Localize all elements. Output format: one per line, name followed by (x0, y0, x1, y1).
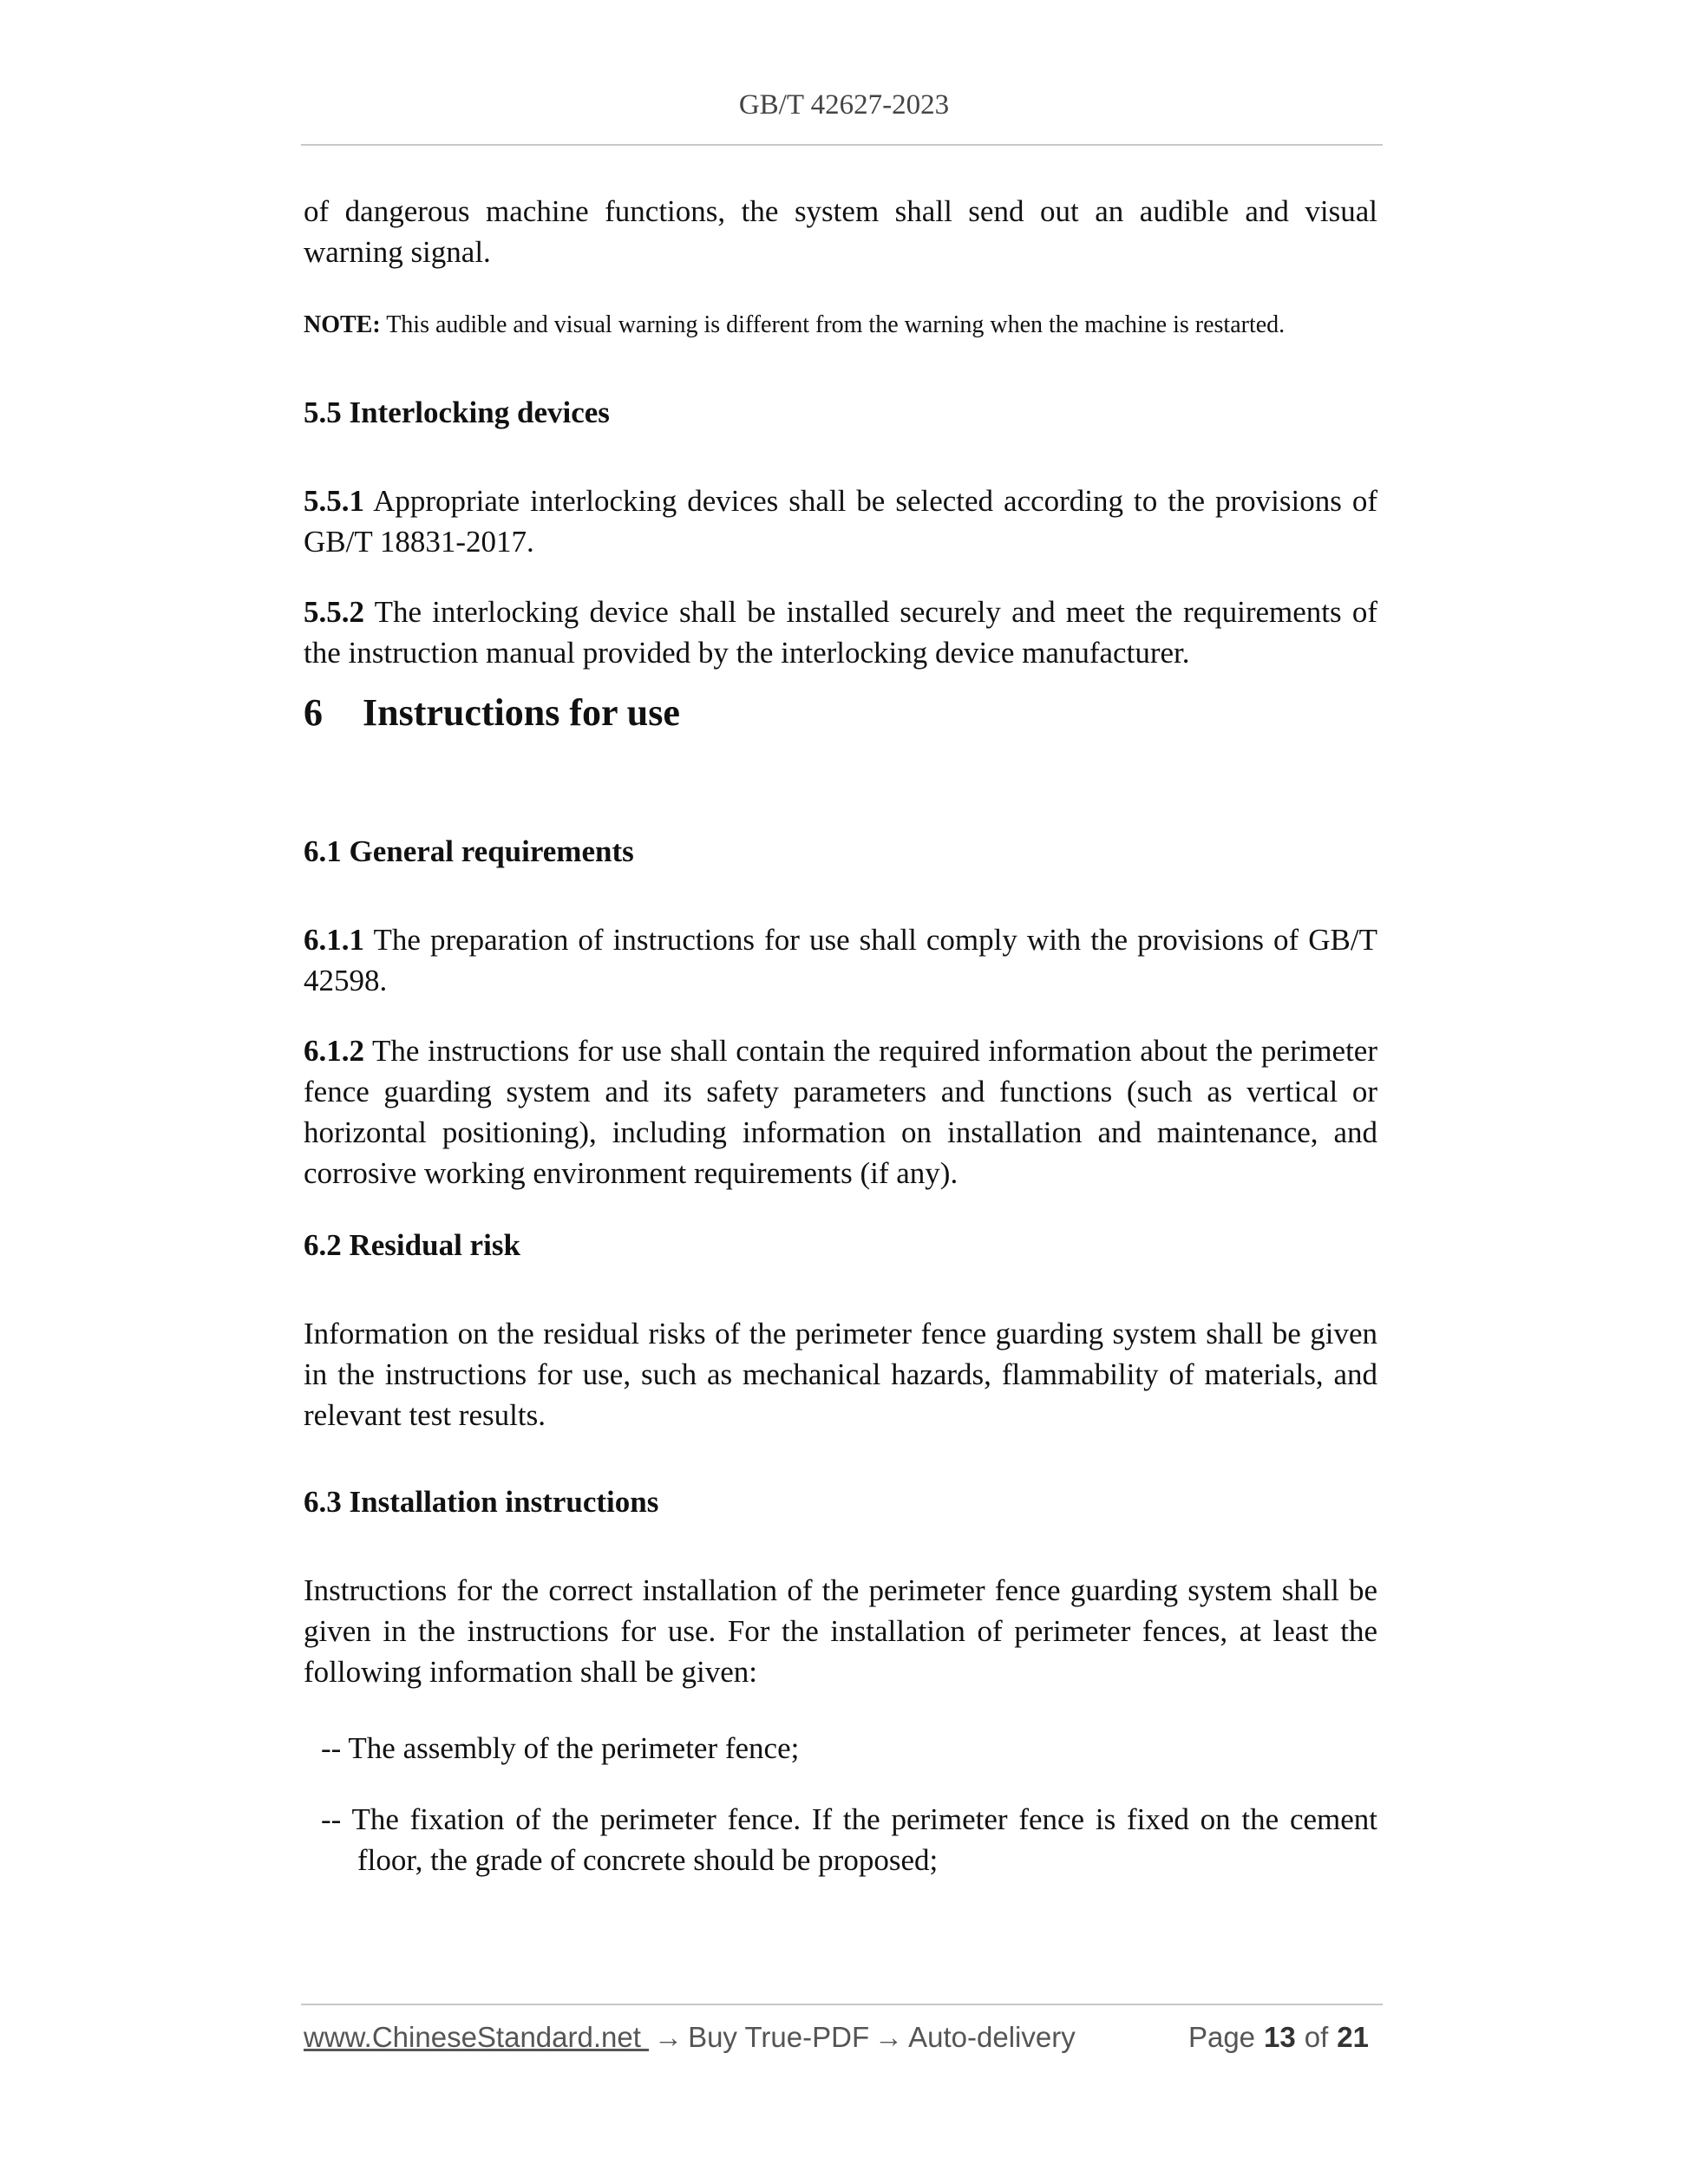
chapter-number: 6 (304, 691, 323, 734)
chapter-6-heading (304, 689, 1377, 737)
buy-true-pdf-text: Buy True-PDF (688, 2021, 870, 2053)
footer-divider (301, 2004, 1383, 2005)
chapter-title: Instructions for use (363, 691, 680, 734)
clause-number: 5.5.2 (304, 595, 364, 629)
clause-number: 6.1.1 (304, 923, 364, 957)
section-6-1-heading: 6.1 General requirements (304, 834, 634, 868)
list-item: -- The fixation of the perimeter fence. If the perimeter fence is fixed on the cement floor, the grade of concrete should be proposed; (321, 1802, 1377, 1877)
installation-paragraph: Instructions for the correct installation of the perimeter fence guarding system shall be given in the instructions for use. For the installation of perimeter fences, at least the following information shall be given: (304, 1573, 1377, 1689)
total-page-count: 21 (1337, 2021, 1369, 2053)
clause-text: Appropriate interlocking devices shall be selected according to the provisions of GB/T 18831-2017. (304, 484, 1377, 559)
note-text: This audible and visual warning is different from the warning when the machine is restarted. (386, 311, 1286, 338)
arrow-right-icon: → (874, 2021, 904, 2053)
section-6-3-heading: 6.3 Installation instructions (304, 1485, 659, 1519)
current-page-number: 13 (1264, 2021, 1296, 2053)
note-label: NOTE: (304, 311, 381, 338)
website-link[interactable]: www.ChineseStandard.net (304, 2021, 650, 2053)
header-divider (301, 144, 1383, 146)
note-paragraph (304, 308, 1377, 343)
clause-6-1-1 (304, 919, 1377, 1001)
residual-risk-paragraph: Information on the residual risks of the perimeter fence guarding system shall be given in the instructions for use, such as mechanical hazards, flammability of materials, and relevant test results. (304, 1317, 1377, 1432)
clause-text: The instructions for use shall contain the required information about the perimeter fence guarding system and its safety parameters and functions (such as vertical or horizontal positioning), including information on installation and maintenance, and corrosive working environment requirements (if any). (304, 1034, 1377, 1190)
page-footer (304, 2021, 1377, 2064)
section-6-2-heading: 6.2 Residual risk (304, 1228, 520, 1262)
list-item: -- The assembly of the perimeter fence; (321, 1731, 800, 1765)
page-of-word: of (1304, 2021, 1329, 2053)
document-code-header: GB/T 42627-2023 (738, 89, 950, 121)
clause-5-5-1 (304, 481, 1377, 562)
clause-number: 5.5.1 (304, 484, 364, 518)
arrow-right-icon: → (654, 2021, 684, 2053)
clause-text: The preparation of instructions for use shall comply with the provisions of GB/T 42598. (304, 923, 1377, 997)
page-indicator (1188, 2021, 1377, 2054)
clause-number: 6.1.2 (304, 1034, 364, 1068)
clause-5-5-2 (304, 592, 1377, 673)
section-5-5-heading: 5.5 Interlocking devices (304, 396, 610, 429)
clause-6-1-2 (304, 1030, 1377, 1193)
continuation-paragraph: of dangerous machine functions, the system shall send out an audible and visual warning signal. (304, 194, 1377, 269)
auto-delivery-text: Auto-delivery (908, 2021, 1076, 2053)
clause-text: The interlocking device shall be installed securely and meet the requirements of the instruction manual provided by the interlocking device manufacturer. (304, 595, 1377, 670)
page-word: Page (1187, 2021, 1256, 2053)
